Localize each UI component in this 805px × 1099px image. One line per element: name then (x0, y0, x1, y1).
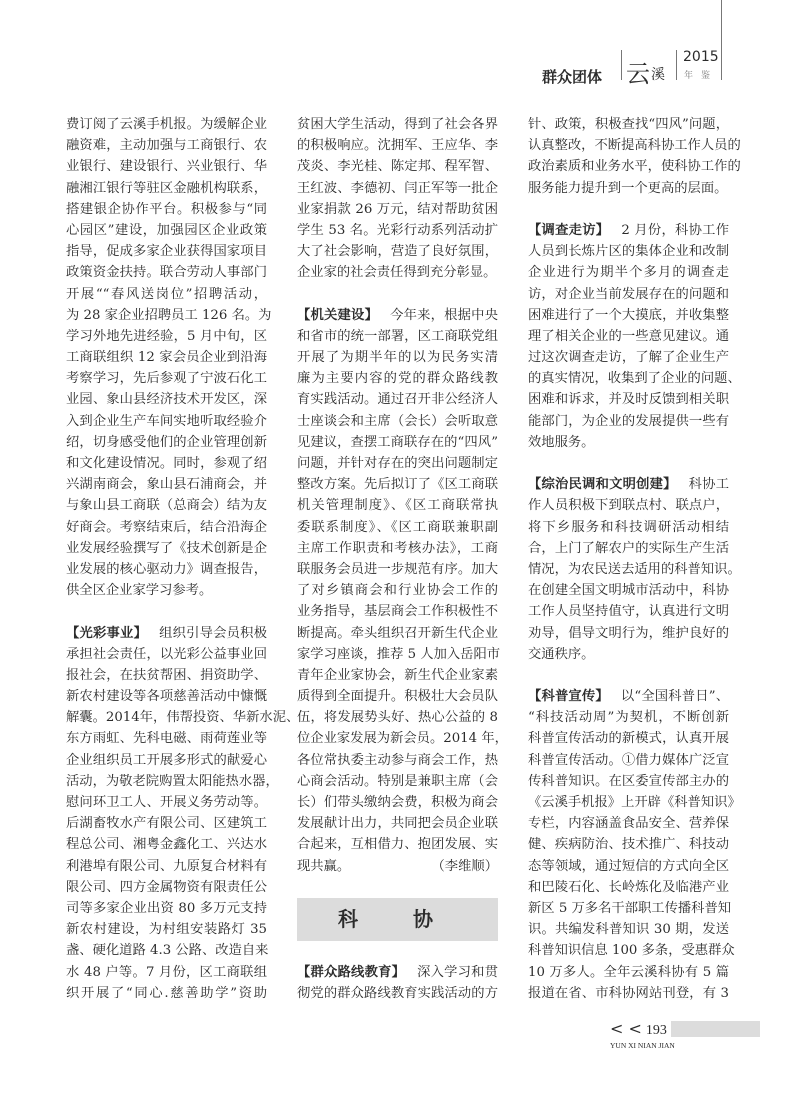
line-text: 大了社会影响，营造了良好氛围， (297, 244, 498, 260)
line-text: 织开展了“同心.慈善助学”资助 (66, 985, 267, 1001)
line-text: 断提高。牵头组织召开新生代企业 (297, 625, 498, 641)
text-line (66, 834, 267, 855)
paragraph (528, 474, 741, 665)
text-column-middle (297, 114, 508, 1004)
page-number (610, 1019, 667, 1039)
line-text: 深入学习和贯 (417, 964, 498, 980)
text-line (528, 135, 741, 156)
line-text: 政策资金扶持。联合劳动人事部门 (66, 265, 267, 281)
line-text: 融湘江银行等驻区金融机构联系， (66, 180, 267, 196)
line-text: 限公司、四方金属物资有限责任公 (66, 879, 267, 895)
paragraph (528, 114, 741, 199)
text-line (297, 644, 501, 665)
text-line (66, 326, 267, 347)
line-text: 劝导，倡导文明行为，维护良好的 (528, 625, 729, 641)
line-text: 政治素质和业务水平，使科协工作的 (528, 159, 741, 175)
text-line (66, 495, 267, 516)
line-text: 能部门，为企业的发展提供一些有 (528, 413, 729, 429)
text-line (528, 623, 729, 644)
line-text: 认真整改，不断提高科协工作人员的 (528, 138, 741, 154)
text-line (297, 834, 498, 855)
yearbook-logo-sub: 溪 (651, 67, 665, 83)
header-divider (621, 50, 622, 80)
line-text: 组织引导会员积极 (159, 625, 267, 641)
text-line (297, 368, 498, 389)
text-line (528, 156, 741, 177)
text-line (66, 686, 267, 707)
text-line (66, 411, 267, 432)
text-line (66, 940, 267, 961)
text-line (66, 220, 267, 241)
line-text: 发展献计出力，共同把会员企业联 (297, 816, 498, 832)
line-text: 委联系制度》、《区工商联兼职副 (297, 519, 498, 535)
text-line (297, 665, 498, 686)
text-line (297, 559, 498, 580)
text-line (66, 453, 267, 474)
line-text: 科协工 (688, 477, 729, 493)
text-line (297, 771, 498, 792)
text-line (66, 559, 267, 580)
line-text: 王红波、李德初、闫正军等一批企 (297, 180, 498, 196)
line-text: 现共赢。 (297, 858, 351, 874)
page-number-value: 193 (645, 1023, 667, 1038)
line-text: 开展了为期半年的以为民务实清 (297, 350, 498, 366)
line-text: 新区 5 万多名干部职工传播科普知 (528, 900, 732, 916)
line-text: 理了相关企业的一些意见建议。通 (528, 328, 729, 344)
text-line (66, 962, 267, 983)
line-text: 兴湖南商会，象山县石浦商会，并 (66, 477, 267, 493)
text-line (297, 792, 498, 813)
line-text: 交通秩序。 (528, 646, 595, 662)
text-line (66, 771, 279, 792)
line-text: 问题，并针对存在的突出问题制定 (297, 456, 498, 471)
paragraph-heading: 【机关建设】 (297, 307, 379, 323)
text-line (528, 114, 729, 135)
text-line (528, 495, 729, 516)
text-line (297, 326, 498, 347)
line-text: 主席工作职责和考核办法》，工商 (297, 540, 498, 556)
text-line (66, 114, 267, 135)
line-text: 业务指导，基层商会工作积极性不 (297, 604, 498, 620)
header-divider-long (721, 0, 722, 80)
line-text: 业银行、建设银行、兴业银行、华 (66, 159, 267, 175)
line-text: 了对乡镇商会和行业协会工作的 (297, 583, 498, 599)
text-line (528, 262, 729, 283)
line-text: 士座谈会和主席（会长）会听取意 (297, 413, 498, 429)
page-arrows-icon: < < (610, 1019, 642, 1038)
line-text: 在创建全国文明城市活动中，科协 (528, 583, 729, 599)
section-title: 群众团体 (542, 68, 603, 86)
line-text: 困难进行了一个大摸底，并收集整 (528, 307, 729, 323)
text-line (297, 220, 498, 241)
line-text: 彻党的群众路线教育实践活动的方 (297, 986, 498, 1002)
text-line (66, 728, 267, 749)
line-text: 新农村建设等各项慈善活动中慷慨 (66, 689, 267, 705)
line-text: 伍，将发展势头好、热心公益的 8 (297, 710, 498, 726)
text-line (66, 580, 267, 601)
line-text: 后湖畜牧水产有限公司、区建筑工 (66, 816, 267, 832)
yearbook-logo-main: 云 (626, 60, 650, 88)
line-text: 报社会，在扶贫帮困、捐资助学、 (66, 667, 267, 683)
paragraph (66, 114, 272, 601)
line-text: 司等多家企业出资 80 多万元支持 (66, 900, 267, 916)
line-text: 盏、硬化道路 4.3 公路、改造自来 (66, 943, 269, 959)
text-line (297, 686, 498, 707)
text-line (528, 517, 729, 538)
paragraph (297, 962, 498, 1004)
text-line (528, 813, 729, 834)
line-text: 工商联组织 12 家会员企业到沿海 (66, 350, 267, 366)
line-text: 服务能力提升到一个更高的层面。 (528, 180, 728, 196)
text-line (66, 707, 300, 728)
text-line (66, 368, 267, 389)
line-text: 2 月份，科协工作 (621, 222, 729, 238)
line-text: 专栏，内容涵盖食品安全、营养保 (528, 816, 729, 832)
line-text: 长）们带头缴纳会费，积极为商会 (297, 795, 498, 810)
text-line (66, 919, 267, 940)
text-line (297, 580, 498, 601)
line-text: 合，上门了解农户的实际生产生活 (528, 540, 729, 556)
line-text: 业园、象山县经济技术开发区，深 (66, 392, 267, 408)
yearbook-label: 年鉴 (684, 71, 719, 81)
line-text: 科普宣传活动。①借力媒体广泛宣 (528, 752, 729, 768)
line-text: 贫困大学生活动，得到了社会各界 (297, 117, 498, 132)
line-text: 考察学习，先后参观了宁波石化工 (66, 371, 267, 387)
paragraph-heading: 【科普宣传】 (528, 689, 609, 705)
text-line (297, 856, 498, 877)
text-line (528, 347, 729, 368)
text-line (297, 495, 498, 516)
text-line (528, 962, 729, 983)
paragraph-heading: 【群众路线教育】 (297, 964, 406, 980)
paragraph (528, 220, 741, 453)
line-text: 搭建银企协作平台。积极参与“同 (66, 201, 267, 217)
line-text: 指导，促成多家企业获得国家项目 (66, 244, 267, 260)
line-text: 和文化建设情况。同时，参观了绍 (66, 456, 267, 471)
text-line (66, 856, 267, 877)
line-text: 企业进行为期半个多月的调查走 (528, 265, 729, 281)
line-text: 将下乡服务和科技调研活动相结 (528, 519, 729, 535)
text-line (297, 241, 498, 262)
text-line (66, 199, 267, 220)
text-line (297, 813, 498, 834)
text-line (528, 728, 729, 749)
text-line (66, 983, 267, 1004)
text-line (297, 728, 508, 749)
text-line (66, 305, 272, 326)
text-line (297, 156, 498, 177)
text-line (66, 792, 267, 813)
text-line (528, 834, 729, 855)
line-text: 机关管理制度》、《区工商联常执 (297, 498, 498, 514)
text-line (297, 707, 498, 728)
text-line (528, 644, 729, 665)
text-line (66, 898, 267, 919)
line-text: 今年来，根据中央 (390, 307, 498, 323)
text-column-left (66, 114, 300, 1004)
paragraph (528, 686, 741, 1004)
text-line (66, 877, 267, 898)
text-line (528, 771, 729, 792)
line-text: 科普知识信息 100 多条，受惠群众 (528, 943, 735, 959)
text-line (528, 898, 732, 919)
text-line (528, 326, 729, 347)
text-line (528, 389, 729, 410)
line-text: 心园区”建设，加强园区企业政策 (66, 222, 267, 238)
text-line (528, 368, 741, 389)
line-text: 态等领域，通过短信的方式向全区 (528, 858, 729, 874)
line-text: 承担社会责任，以光彩公益事业回 (66, 646, 267, 662)
text-line (528, 284, 729, 305)
line-text: 《云溪手机报》上开辟《科普知识》 (528, 795, 741, 810)
line-text: 位企业家发展为新会员。2014 年， (297, 731, 508, 747)
text-line (66, 474, 267, 495)
text-line (297, 199, 498, 220)
text-line (297, 347, 498, 368)
line-text: 绍，切身感受他们的企业管理创新 (66, 434, 267, 450)
text-line (66, 750, 267, 771)
text-line (528, 856, 729, 877)
paragraph (66, 623, 300, 1004)
text-line (297, 411, 498, 432)
line-text: 廉为主要内容的党的群众路线教 (297, 371, 498, 387)
text-line (528, 559, 741, 580)
line-text: 见建议，查摆工商联存在的“四风” (297, 434, 498, 450)
line-text: “科技活动周”为契机，不断创新 (528, 710, 729, 726)
section-header-box: 科 协 (297, 898, 498, 941)
line-text: 工作人员坚持值守，认真进行文明 (528, 604, 729, 620)
text-line (297, 432, 498, 453)
line-text: 和巴陵石化、长岭炼化及临港产业 (528, 879, 729, 895)
line-text: 活动，为敬老院购置太阳能热水器， (66, 773, 279, 789)
paragraph-heading: 【综治民调和文明创建】 (528, 477, 677, 493)
text-line (66, 156, 267, 177)
text-line (528, 919, 729, 940)
header-divider (676, 50, 677, 80)
text-line (66, 241, 267, 262)
paragraph-heading: 【光彩事业】 (66, 625, 148, 641)
line-text: 育实践活动。通过召开非公经济人 (297, 392, 498, 408)
text-line (528, 580, 729, 601)
text-line (297, 114, 498, 135)
text-line (528, 940, 735, 961)
line-text: 合起来，互相借力、抱团发展、实 (297, 837, 498, 853)
line-text: 作人员积极下到联点村、联点户， (528, 498, 729, 514)
line-text: 为 28 家企业招聘员工 126 名。为 (66, 307, 272, 323)
line-text: 困难和诉求，并及时反馈到相关职 (528, 392, 729, 408)
line-text: 费订阅了云溪手机报。为缓解企业 (66, 117, 267, 132)
line-text: 茂炎、李光桂、陈定邦、程军智、 (297, 159, 498, 175)
line-text: 质得到全面提升。积极壮大会员队 (297, 689, 498, 705)
line-text: 10 万多人。全年云溪科协有 5 篇 (528, 964, 729, 980)
line-text: 针、政策，积极查找“四风”问题， (528, 117, 729, 132)
line-text: 情况，为农民送去适用的科普知识。 (528, 561, 741, 577)
text-line (297, 623, 498, 644)
paragraph-heading: 【调查走访】 (528, 222, 610, 238)
text-line (297, 538, 498, 559)
text-line (528, 411, 729, 432)
paragraph (297, 305, 508, 877)
text-line (66, 665, 267, 686)
text-line (528, 707, 729, 728)
line-text: 科普宣传活动的新模式，认真开展 (528, 731, 729, 747)
text-line (528, 538, 729, 559)
line-text: 以“全国科普日”、 (620, 689, 729, 705)
text-line (297, 983, 498, 1004)
line-text: 心商会活动。特别是兼职主席（会 (297, 773, 498, 789)
text-line (66, 262, 267, 283)
text-line (528, 178, 729, 199)
text-line (297, 178, 498, 199)
line-text: 业发展经验撰写了《技术创新是企 (66, 540, 267, 556)
line-text: 程总公司、湘粤金鑫化工、兴达水 (66, 837, 267, 853)
footer-pinyin: YUN XI NIAN JIAN (610, 1041, 675, 1050)
text-line (66, 135, 267, 156)
text-line (66, 389, 267, 410)
line-text: 企业家的社会责任得到充分彰显。 (297, 265, 497, 281)
line-text: 开展““春风送岗位”招聘活动， (66, 286, 267, 302)
line-text: 家学习座谈，推荐 5 人加入岳阳市 (297, 646, 501, 662)
line-text: 融资难，主动加强与工商银行、农 (66, 138, 267, 154)
line-text: 学生 53 名。光彩行动系列活动扩 (297, 222, 498, 238)
line-text: 供全区企业家学习参考。 (66, 583, 213, 599)
text-line (66, 178, 267, 199)
line-text: 企业组织员工开展多形式的献爱心 (66, 752, 267, 768)
line-text: 解囊。2014年，伟帮投资、华新水泥、 (66, 710, 300, 726)
text-line (528, 474, 729, 495)
text-line (528, 220, 729, 241)
text-line (528, 983, 729, 1004)
text-line (528, 432, 729, 453)
line-text: 利港埠有限公司、九原复合材料有 (66, 858, 267, 874)
line-text: 访，对企业当前发展存在的问题和 (528, 286, 729, 302)
line-text: 青年企业家协会，新生代企业家素 (297, 667, 498, 683)
text-line (297, 474, 498, 495)
text-line (528, 877, 729, 898)
line-text: 东方雨虹、先科电磁、雨荷莲业等 (66, 731, 267, 747)
line-text: 整改方案。先后拟订了《区工商联 (297, 477, 498, 493)
yearbook-year: 2015 (683, 49, 719, 65)
text-line (66, 432, 267, 453)
text-line (528, 686, 729, 707)
text-line (66, 644, 267, 665)
text-line (66, 623, 267, 644)
line-text: 识。共编发科普知识 30 期，发送 (528, 922, 729, 938)
text-line (528, 750, 729, 771)
text-line (66, 347, 267, 368)
text-line (297, 262, 498, 283)
line-text: 各位常执委主动参与商会工作，热 (297, 752, 498, 768)
footer-bar (671, 1021, 760, 1037)
text-line (297, 453, 498, 474)
line-text: 的积极响应。沈拥军、王应华、李 (297, 138, 498, 154)
author-credit: （李维顺） (431, 858, 498, 874)
line-text: 新农村建设，为村组安装路灯 35 (66, 922, 267, 938)
line-text: 报道在省、市科协网站刊登，有 3 (528, 985, 729, 1001)
text-line (528, 792, 741, 813)
line-text: 过这次调查走访，了解了企业生产 (528, 350, 729, 366)
text-line (297, 601, 498, 622)
line-text: 业家捐款 26 万元，结对帮助贫困 (297, 201, 498, 217)
text-line (66, 813, 267, 834)
line-text: 传科普知识。在区委宣传部主办的 (528, 773, 729, 789)
line-text: 水 48 户等。7 月份，区工商联组 (66, 964, 267, 980)
line-text: 学习外地先进经验，5 月中旬，区 (66, 328, 267, 344)
text-line (297, 305, 498, 326)
line-text: 业发展的核心驱动力》调查报告， (66, 561, 267, 577)
line-text: 好商会。考察结束后，结合沿海企 (66, 519, 267, 535)
line-text: 的真实情况，收集到了企业的问题、 (528, 371, 741, 387)
line-text: 联服务会员进一步规范有序。加大 (297, 561, 498, 577)
line-text: 效地服务。 (528, 434, 595, 450)
text-line (66, 517, 267, 538)
text-line (297, 750, 498, 771)
text-line (297, 517, 498, 538)
text-line (528, 241, 729, 262)
line-text: 人员到长炼片区的集体企业和改制 (528, 244, 729, 260)
line-text: 和省市的统一部署，区工商联党组 (297, 328, 498, 344)
paragraph (297, 114, 498, 284)
text-line (297, 962, 498, 983)
text-column-right (528, 114, 741, 1004)
text-line (297, 389, 498, 410)
text-line (66, 538, 267, 559)
text-line (297, 135, 498, 156)
line-text: 健、疾病防治、技术推广、科技动 (528, 837, 729, 853)
text-line (66, 284, 267, 305)
text-line (528, 305, 729, 326)
line-text: 与象山县工商联（总商会）结为友 (66, 498, 267, 514)
line-text: 慰问环卫工人、开展义务劳动等。 (66, 795, 267, 810)
text-line (528, 601, 729, 622)
line-text: 入到企业生产车间实地听取经验介 (66, 413, 267, 429)
